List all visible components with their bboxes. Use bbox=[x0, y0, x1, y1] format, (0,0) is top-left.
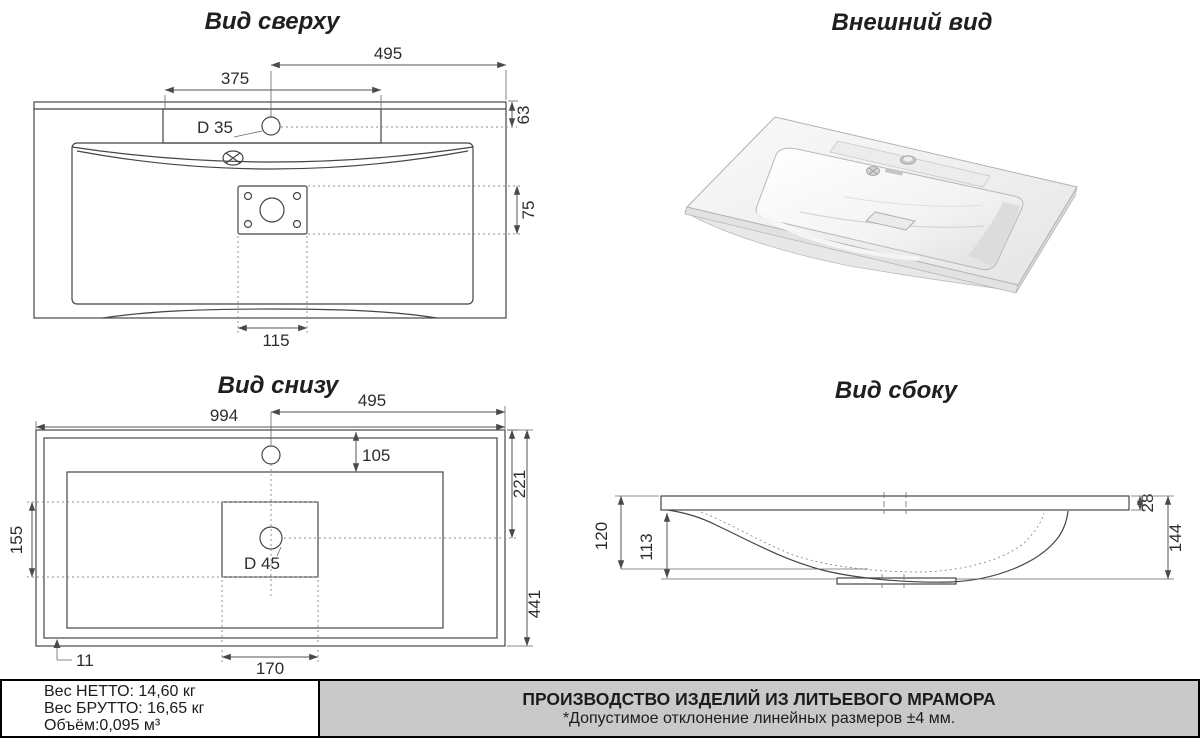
overflow-symbol bbox=[223, 151, 243, 165]
bottom-view bbox=[7, 372, 544, 678]
drain-plate-hole bbox=[260, 198, 284, 222]
dim-28: 28 bbox=[1138, 493, 1157, 513]
external-view bbox=[685, 9, 1077, 293]
faucet-hole bbox=[262, 117, 280, 135]
faucet-leader-line bbox=[234, 131, 262, 137]
net-weight: Вес НЕТТО: 14,60 кг bbox=[44, 683, 196, 700]
top-view-recess bbox=[163, 109, 381, 143]
drain-plate bbox=[238, 186, 307, 234]
top-view-title: Вид сверху bbox=[204, 8, 340, 35]
dim-75: 75 bbox=[519, 200, 538, 220]
dim-63: 63 bbox=[514, 105, 533, 125]
dim-115: 115 bbox=[262, 331, 290, 350]
faucet-hole-hidden-lines bbox=[884, 492, 906, 514]
side-view-title: Вид сбоку bbox=[834, 377, 958, 404]
side-view bbox=[592, 377, 1185, 588]
bottom-view-dimensions bbox=[7, 391, 544, 678]
bottom-view-recess-panel bbox=[67, 472, 443, 628]
side-view-slab bbox=[661, 496, 1129, 510]
dim-105: 105 bbox=[362, 446, 391, 465]
side-view-dimensions bbox=[592, 494, 1185, 579]
banner-line1: ПРОИЗВОДСТВО ИЗДЕЛИЙ ИЗ ЛИТЬЕВОГО МРАМОРА bbox=[522, 689, 996, 709]
dim-495-top: 495 bbox=[373, 44, 403, 63]
drain-hole-label: D 45 bbox=[244, 554, 280, 573]
production-banner bbox=[320, 681, 1200, 736]
dim-170: 170 bbox=[255, 659, 285, 678]
overflow-3d bbox=[867, 167, 880, 176]
dim-375: 375 bbox=[220, 69, 250, 88]
bowl-inner-profile bbox=[701, 512, 1044, 572]
gross-weight: Вес БРУТТО: 16,65 кг bbox=[44, 700, 205, 717]
banner-line2: *Допустимое отклонение линейных размеров ±4 мм. bbox=[562, 710, 956, 727]
faucet-hole-label: D 35 bbox=[197, 118, 233, 137]
front-lip-curve bbox=[103, 309, 437, 318]
faucet-hole-bottom bbox=[262, 446, 280, 464]
faucet-hole-3d bbox=[901, 156, 916, 164]
volume: Объём:0,095 м³ bbox=[44, 717, 161, 734]
external-view-title: Внешний вид bbox=[831, 9, 993, 36]
bottom-view-title: Вид снизу bbox=[217, 372, 339, 399]
top-view-bowl bbox=[72, 143, 473, 304]
top-view bbox=[34, 8, 538, 350]
weight-info-box bbox=[0, 681, 320, 736]
dim-144: 144 bbox=[1166, 523, 1185, 553]
dim-11-arrow bbox=[54, 639, 61, 648]
dim-11: 11 bbox=[76, 651, 94, 670]
footer-bar bbox=[0, 679, 1200, 738]
dim-120: 120 bbox=[592, 521, 611, 551]
dim-113: 113 bbox=[637, 533, 656, 561]
dim-994: 994 bbox=[209, 406, 239, 425]
dim-155: 155 bbox=[7, 525, 26, 555]
bowl-outer-profile bbox=[668, 510, 1068, 582]
dim-441: 441 bbox=[525, 589, 544, 619]
dim-495-bottom: 495 bbox=[357, 391, 387, 410]
bowl-back-curve-2 bbox=[77, 151, 468, 169]
dim-221: 221 bbox=[510, 469, 529, 499]
